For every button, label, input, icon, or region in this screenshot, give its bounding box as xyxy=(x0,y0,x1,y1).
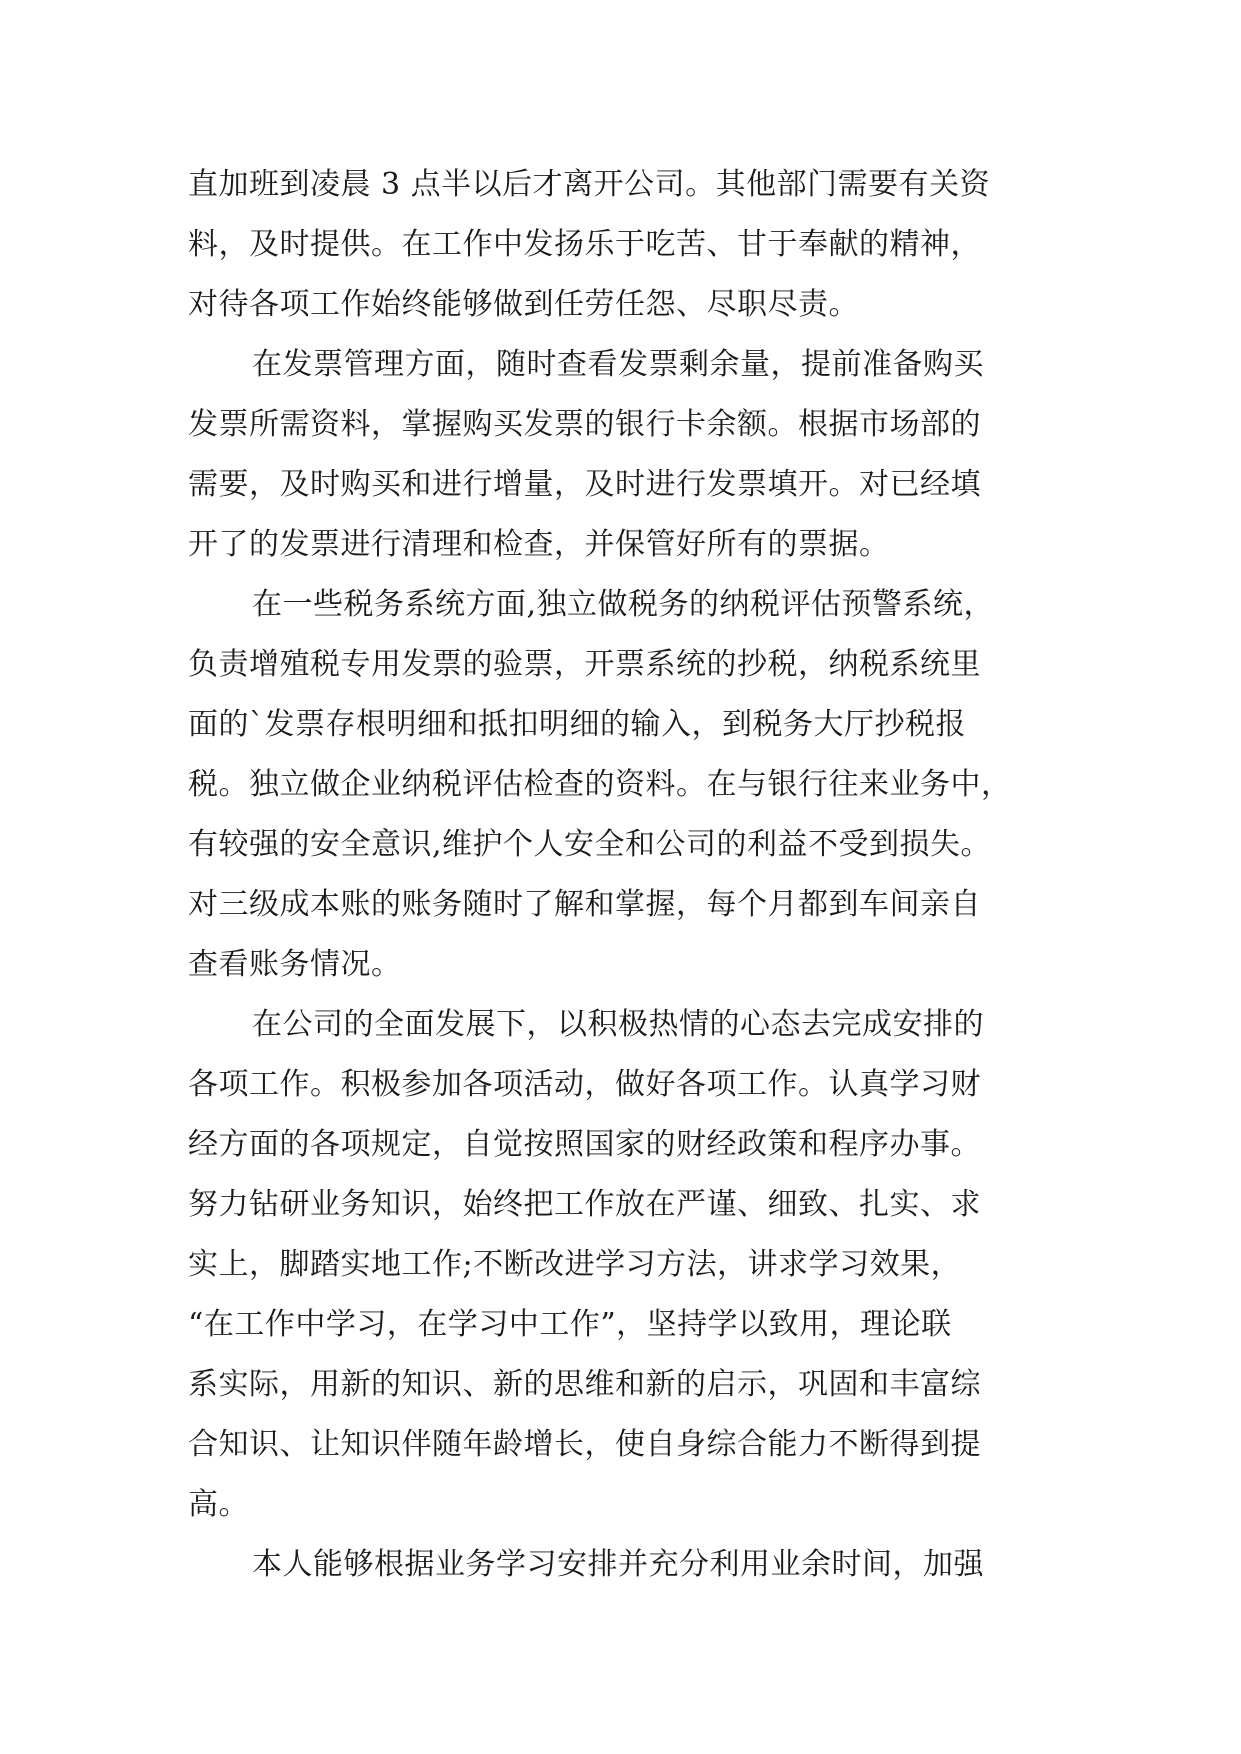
text-line: 实上，脚踏实地工作;不断改进学习方法，讲求学习效果， xyxy=(188,1247,962,1282)
text-line: 发票所需资料，掌握购买发票的银行卡余额。根据市场部的 xyxy=(188,407,981,442)
document-page xyxy=(188,155,1058,1595)
text-line: 在一些税务系统方面,独立做税务的纳税评估预警系统， xyxy=(252,587,995,622)
text-line: “在工作中学习，在学习中工作”，坚持学以致用，理论联 xyxy=(188,1307,952,1342)
text-line: 料，及时提供。在工作中发扬乐于吃苦、甘于奉献的精神， xyxy=(188,227,981,262)
text-line: 需要，及时购买和进行增量，及时进行发票填开。对已经填 xyxy=(188,467,981,502)
text-line: 高。 xyxy=(188,1487,249,1522)
paragraph xyxy=(188,335,1058,575)
text-line: 面的`发票存根明细和抵扣明细的输入，到税务大厅抄税报 xyxy=(188,707,966,742)
text-line: 经方面的各项规定，自觉按照国家的财经政策和程序办事。 xyxy=(188,1127,981,1162)
text-line: 负责增殖税专用发票的验票，开票系统的抄税，纳税系统里 xyxy=(188,647,981,682)
text-line: 税。独立做企业纳税评估检查的资料。在与银行往来业务中， xyxy=(188,767,1012,802)
text-line: 系实际，用新的知识、新的思维和新的启示，巩固和丰富综 xyxy=(188,1367,981,1402)
text-line: 对待各项工作始终能够做到任劳任怨、尽职尽责。 xyxy=(188,287,859,322)
text-line: 查看账务情况。 xyxy=(188,947,402,982)
paragraph xyxy=(188,575,1058,995)
paragraph xyxy=(188,155,1058,335)
text-line: 开了的发票进行清理和检查，并保管好所有的票据。 xyxy=(188,527,890,562)
paragraph xyxy=(188,995,1058,1535)
text-line: 各项工作。积极参加各项活动，做好各项工作。认真学习财 xyxy=(188,1067,981,1102)
text-line: 对三级成本账的账务随时了解和掌握，每个月都到车间亲自 xyxy=(188,887,981,922)
paragraph xyxy=(188,1535,1058,1595)
text-line: 合知识、让知识伴随年龄增长，使自身综合能力不断得到提 xyxy=(188,1427,981,1462)
text-line: 在公司的全面发展下，以积极热情的心态去完成安排的 xyxy=(252,1007,984,1042)
text-line: 在发票管理方面，随时查看发票剩余量，提前准备购买 xyxy=(252,347,984,382)
text-line: 努力钻研业务知识，始终把工作放在严谨、细致、扎实、求 xyxy=(188,1187,981,1222)
text-line: 有较强的安全意识,维护个人安全和公司的利益不受到损失。 xyxy=(188,827,992,862)
text-line: 直加班到凌晨 3 点半以后才离开公司。其他部门需要有关资 xyxy=(188,167,991,202)
text-line: 本人能够根据业务学习安排并充分利用业余时间，加强 xyxy=(252,1547,984,1582)
